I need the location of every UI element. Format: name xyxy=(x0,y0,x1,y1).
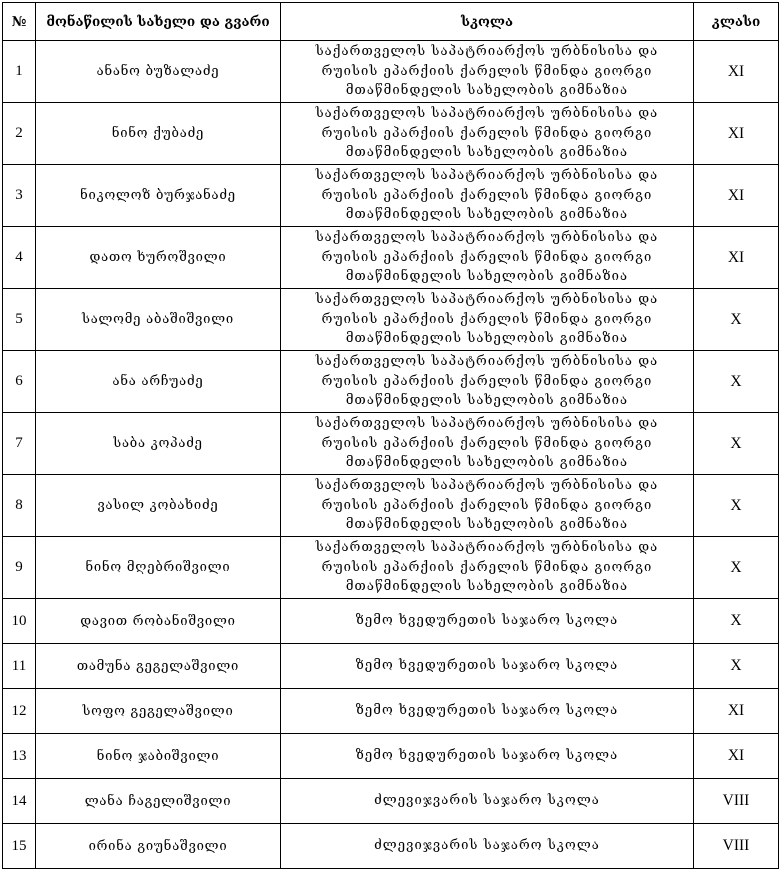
table-row xyxy=(3,644,779,689)
row-number: 7 xyxy=(3,413,36,475)
participant-name: ანანო ბუზალაძე xyxy=(36,41,281,103)
grade: XI xyxy=(694,227,779,289)
school-name xyxy=(281,413,694,475)
grade: X xyxy=(694,413,779,475)
table-row xyxy=(3,227,779,289)
school-name-line: რუისის ეპარქიის ქარელის წმინდა გიორგი xyxy=(321,187,653,203)
school-name xyxy=(281,227,694,289)
table-row xyxy=(3,165,779,227)
grade: X xyxy=(694,289,779,351)
row-number: 2 xyxy=(3,103,36,165)
header-grade: კლასი xyxy=(694,3,779,41)
school-name xyxy=(281,537,694,599)
school-name-line: საქართველოს საპატრიარქოს ურბნისისა და xyxy=(315,540,659,556)
grade: VIII xyxy=(694,824,779,869)
school-name-line: რუისის ეპარქიის ქარელის წმინდა გიორგი xyxy=(321,373,653,389)
school-name-line: ზემო ხვედურეთის საჯარო სკოლა xyxy=(355,748,619,764)
participant-name: დათო ხუროშვილი xyxy=(36,227,281,289)
school-name-line: ძლევიჯვარის საჯარო სკოლა xyxy=(374,793,600,809)
grade: XI xyxy=(694,689,779,734)
table-row xyxy=(3,413,779,475)
grade: X xyxy=(694,475,779,537)
participants-table xyxy=(2,2,779,869)
school-name xyxy=(281,734,694,779)
table-row xyxy=(3,289,779,351)
grade: X xyxy=(694,644,779,689)
school-name-line: ძლევიჯვარის საჯარო სკოლა xyxy=(374,838,600,854)
school-name xyxy=(281,351,694,413)
school-name xyxy=(281,41,694,103)
school-name-line: ზემო ხვედურეთის საჯარო სკოლა xyxy=(355,613,619,629)
grade: XI xyxy=(694,103,779,165)
school-name-line: მთაწმინდელის სახელობის გიმნაზია xyxy=(345,207,629,223)
grade: XI xyxy=(694,41,779,103)
school-name-line: საქართველოს საპატრიარქოს ურბნისისა და xyxy=(315,478,659,494)
school-name-line: რუისის ეპარქიის ქარელის წმინდა გიორგი xyxy=(321,249,653,265)
row-number: 13 xyxy=(3,734,36,779)
row-number: 4 xyxy=(3,227,36,289)
header-number: № xyxy=(3,3,36,41)
participants-table-wrapper xyxy=(2,2,779,869)
table-row xyxy=(3,689,779,734)
school-name-line: საქართველოს საპატრიარქოს ურბნისისა და xyxy=(315,354,659,370)
school-name-line: მთაწმინდელის სახელობის გიმნაზია xyxy=(345,331,629,347)
school-name-line: მთაწმინდელის სახელობის გიმნაზია xyxy=(345,455,629,471)
participant-name: ლანა ჩაგელიშვილი xyxy=(36,779,281,824)
table-row xyxy=(3,41,779,103)
school-name-line: საქართველოს საპატრიარქოს ურბნისისა და xyxy=(315,168,659,184)
school-name-line: საქართველოს საპატრიარქოს ურბნისისა და xyxy=(315,230,659,246)
table-row xyxy=(3,475,779,537)
school-name-line: საქართველოს საპატრიარქოს ურბნისისა და xyxy=(315,416,659,432)
row-number: 12 xyxy=(3,689,36,734)
school-name xyxy=(281,779,694,824)
school-name-line: რუისის ეპარქიის ქარელის წმინდა გიორგი xyxy=(321,63,653,79)
school-name-line: რუისის ეპარქიის ქარელის წმინდა გიორგი xyxy=(321,435,653,451)
table-header-row xyxy=(3,3,779,41)
grade: X xyxy=(694,537,779,599)
table-body xyxy=(3,41,779,869)
school-name-line: მთაწმინდელის სახელობის გიმნაზია xyxy=(345,269,629,285)
grade: X xyxy=(694,351,779,413)
grade: X xyxy=(694,599,779,644)
table-row xyxy=(3,779,779,824)
participant-name: ნიკოლოზ ბურჯანაძე xyxy=(36,165,281,227)
school-name xyxy=(281,689,694,734)
school-name-line: მთაწმინდელის სახელობის გიმნაზია xyxy=(345,145,629,161)
row-number: 8 xyxy=(3,475,36,537)
participant-name: ანა არჩუაძე xyxy=(36,351,281,413)
school-name-line: მთაწმინდელის სახელობის გიმნაზია xyxy=(345,579,629,595)
table-row xyxy=(3,734,779,779)
row-number: 11 xyxy=(3,644,36,689)
school-name xyxy=(281,103,694,165)
row-number: 14 xyxy=(3,779,36,824)
table-row xyxy=(3,537,779,599)
school-name-line: მთაწმინდელის სახელობის გიმნაზია xyxy=(345,393,629,409)
school-name-line: საქართველოს საპატრიარქოს ურბნისისა და xyxy=(315,106,659,122)
school-name-line: ზემო ხვედურეთის საჯარო სკოლა xyxy=(355,703,619,719)
participant-name: ირინა გიუნაშვილი xyxy=(36,824,281,869)
row-number: 10 xyxy=(3,599,36,644)
school-name-line: ზემო ხვედურეთის საჯარო სკოლა xyxy=(355,658,619,674)
row-number: 3 xyxy=(3,165,36,227)
header-school: სკოლა xyxy=(281,3,694,41)
school-name xyxy=(281,475,694,537)
school-name-line: მთაწმინდელის სახელობის გიმნაზია xyxy=(345,517,629,533)
participant-name: ვასილ კობახიძე xyxy=(36,475,281,537)
grade: XI xyxy=(694,734,779,779)
table-row xyxy=(3,824,779,869)
table-row xyxy=(3,103,779,165)
participant-name: დავით რობანიშვილი xyxy=(36,599,281,644)
row-number: 5 xyxy=(3,289,36,351)
school-name-line: რუისის ეპარქიის ქარელის წმინდა გიორგი xyxy=(321,559,653,575)
row-number: 1 xyxy=(3,41,36,103)
school-name-line: საქართველოს საპატრიარქოს ურბნისისა და xyxy=(315,292,659,308)
participant-name: ნინო ჯაბიშვილი xyxy=(36,734,281,779)
participant-name: ნინო ქუბაძე xyxy=(36,103,281,165)
participant-name: საბა კოპაძე xyxy=(36,413,281,475)
grade: XI xyxy=(694,165,779,227)
school-name xyxy=(281,165,694,227)
school-name-line: საქართველოს საპატრიარქოს ურბნისისა და xyxy=(315,44,659,60)
row-number: 15 xyxy=(3,824,36,869)
table-row xyxy=(3,599,779,644)
row-number: 9 xyxy=(3,537,36,599)
school-name-line: რუისის ეპარქიის ქარელის წმინდა გიორგი xyxy=(321,497,653,513)
school-name xyxy=(281,289,694,351)
school-name xyxy=(281,644,694,689)
grade: VIII xyxy=(694,779,779,824)
participant-name: ნინო მღებრიშვილი xyxy=(36,537,281,599)
school-name-line: რუისის ეპარქიის ქარელის წმინდა გიორგი xyxy=(321,311,653,327)
school-name-line: რუისის ეპარქიის ქარელის წმინდა გიორგი xyxy=(321,125,653,141)
participant-name: სალომე აბაშიშვილი xyxy=(36,289,281,351)
row-number: 6 xyxy=(3,351,36,413)
header-participant-name: მონაწილის სახელი და გვარი xyxy=(36,3,281,41)
school-name xyxy=(281,824,694,869)
school-name xyxy=(281,599,694,644)
participant-name: თამუნა გეგელაშვილი xyxy=(36,644,281,689)
participant-name: სოფო გეგელაშვილი xyxy=(36,689,281,734)
school-name-line: მთაწმინდელის სახელობის გიმნაზია xyxy=(345,83,629,99)
table-row xyxy=(3,351,779,413)
